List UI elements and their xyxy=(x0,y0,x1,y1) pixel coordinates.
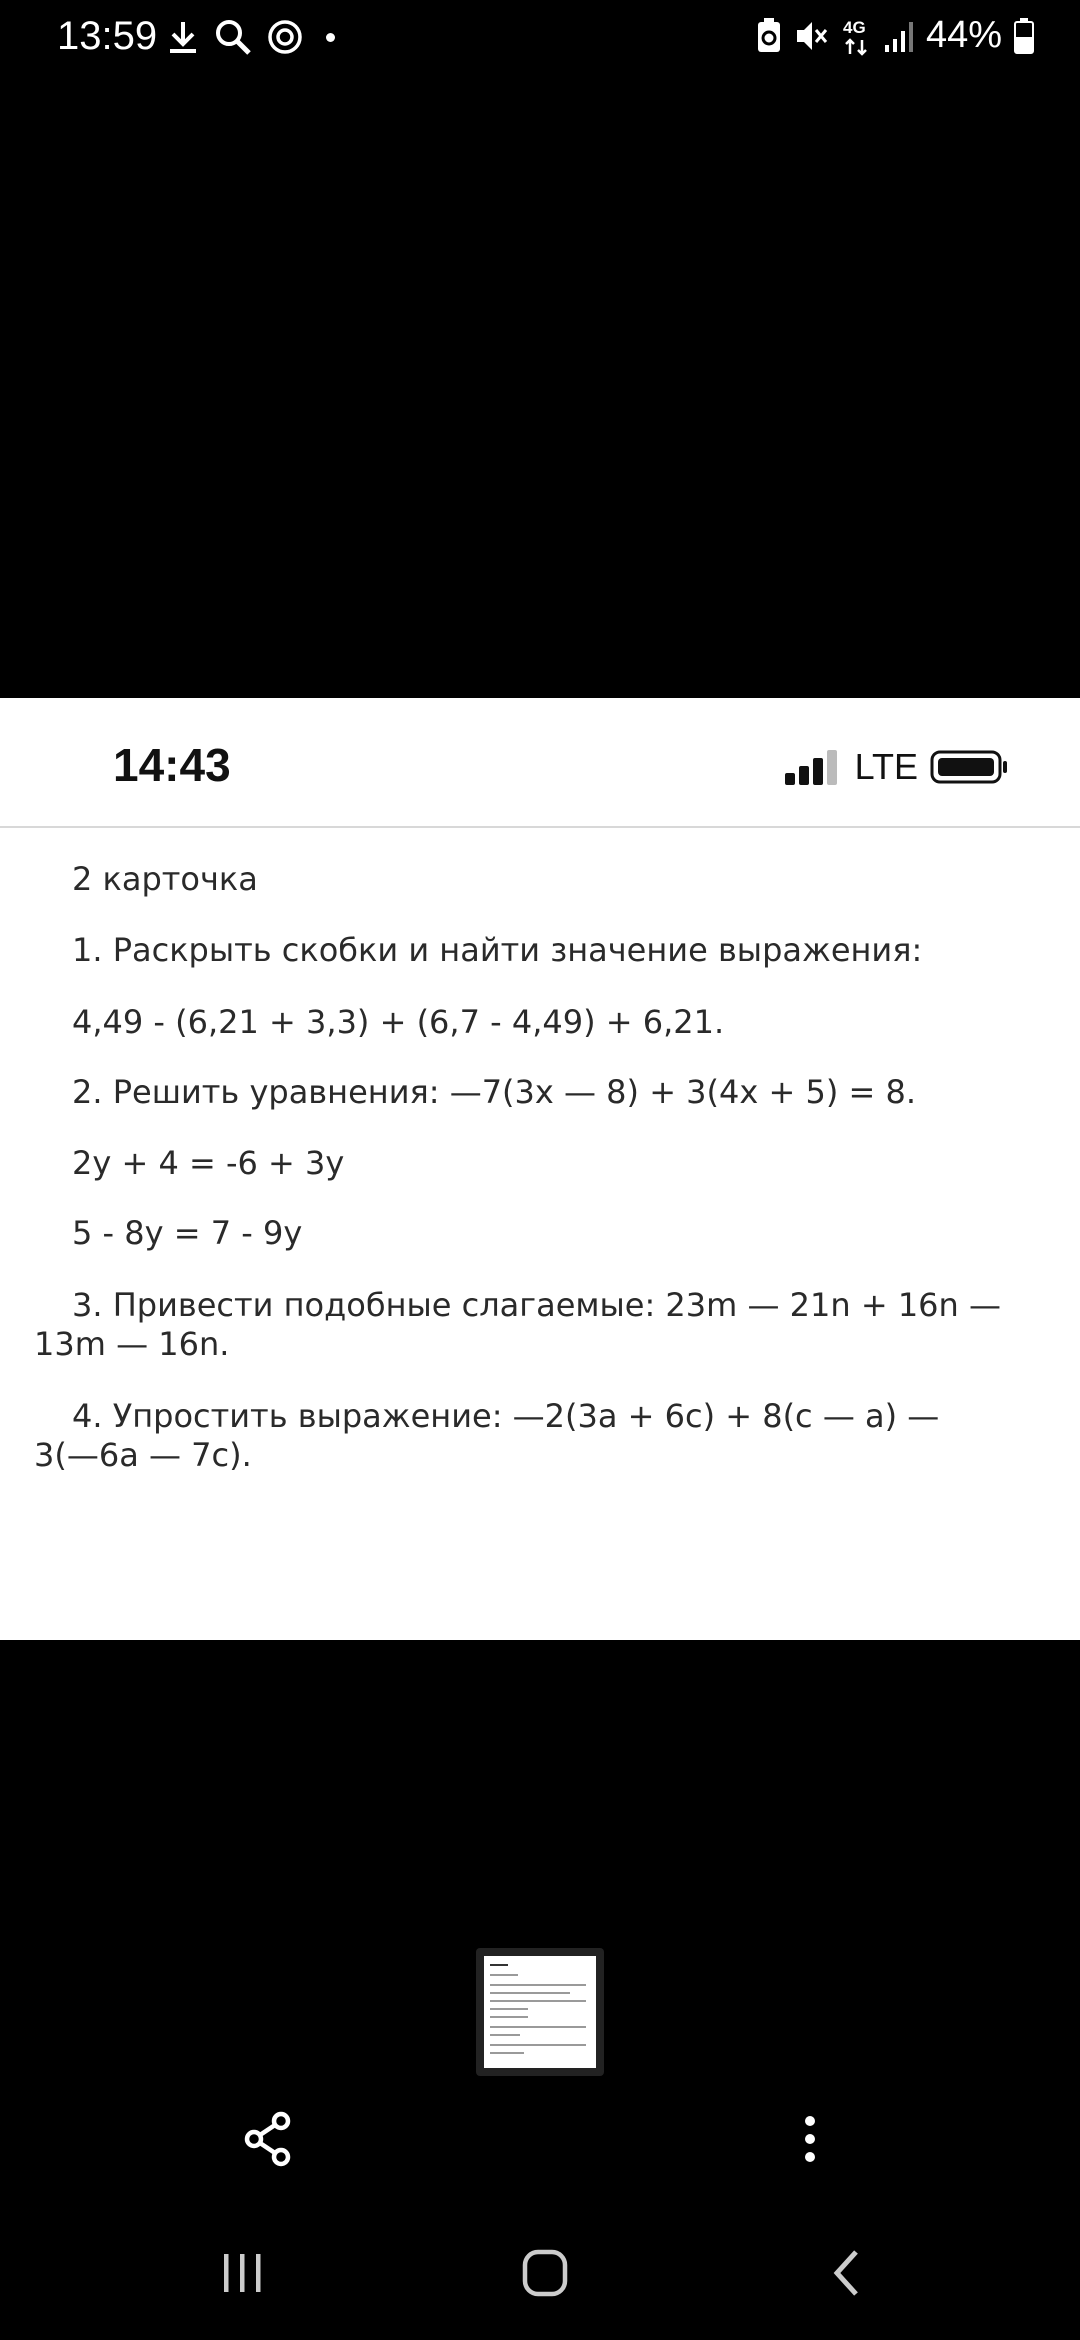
signal-icon xyxy=(884,19,914,53)
4g-icon xyxy=(842,16,872,56)
download-icon xyxy=(166,19,200,55)
share-icon xyxy=(234,2104,304,2174)
status-time: 13:59 xyxy=(57,14,158,58)
nav-recents-button[interactable] xyxy=(197,2228,287,2318)
inner-network-type: LTE xyxy=(854,746,918,787)
svg-text:4G: 4G xyxy=(842,17,866,37)
more-vertical-icon xyxy=(775,2104,845,2174)
image-thumbnail[interactable] xyxy=(476,1948,604,2076)
recycle-icon xyxy=(756,18,782,54)
card-title: 2 карточка xyxy=(72,860,258,898)
task-1: 1. Раскрыть скобки и найти значение выражения: xyxy=(72,931,923,969)
task-2: 2. Решить уравнения: —7(3х — 8) + 3(4х + 5) = 8. xyxy=(72,1073,916,1111)
share-button[interactable] xyxy=(234,2104,304,2174)
inner-status-bar xyxy=(0,698,1080,828)
back-icon xyxy=(802,2228,892,2318)
inner-status-icons xyxy=(785,746,1008,788)
more-options-button[interactable] xyxy=(775,2104,845,2174)
task-2-equation-a: 2y + 4 = -6 + 3y xyxy=(72,1144,345,1182)
nav-home-button[interactable] xyxy=(500,2228,590,2318)
battery-icon xyxy=(930,749,1008,785)
task-1-expression: 4,49 - (6,21 + 3,3) + (6,7 - 4,49) + 6,21. xyxy=(72,1003,725,1041)
signal-icon xyxy=(785,749,843,785)
search-icon xyxy=(214,18,252,56)
task-3-line-1: 3. Привести подобные слагаемые: 23m — 21n + 16n — xyxy=(72,1286,1001,1324)
battery-percentage: 44% xyxy=(925,14,1002,56)
task-2-equation-b: 5 - 8y = 7 - 9y xyxy=(72,1214,303,1252)
task-3-line-2: 13m — 16n. xyxy=(34,1325,230,1363)
thumbnail-preview xyxy=(484,1956,596,2068)
battery-icon xyxy=(1014,18,1034,54)
status-right-icons xyxy=(756,14,1034,57)
mute-icon xyxy=(794,18,830,54)
viewed-image[interactable] xyxy=(0,698,1080,1640)
nav-back-button[interactable] xyxy=(802,2228,892,2318)
status-left-icons xyxy=(166,18,335,56)
status-bar xyxy=(0,0,1080,80)
task-4-line-1: 4. Упростить выражение: —2(3a + 6c) + 8(c — a) — xyxy=(72,1397,940,1435)
home-icon xyxy=(500,2228,590,2318)
task-4-line-2: 3(—6a — 7c). xyxy=(34,1436,252,1474)
inner-status-time: 14:43 xyxy=(113,739,231,791)
notification-dot-icon xyxy=(326,33,335,42)
sync-icon xyxy=(266,18,304,56)
recents-icon xyxy=(197,2228,287,2318)
